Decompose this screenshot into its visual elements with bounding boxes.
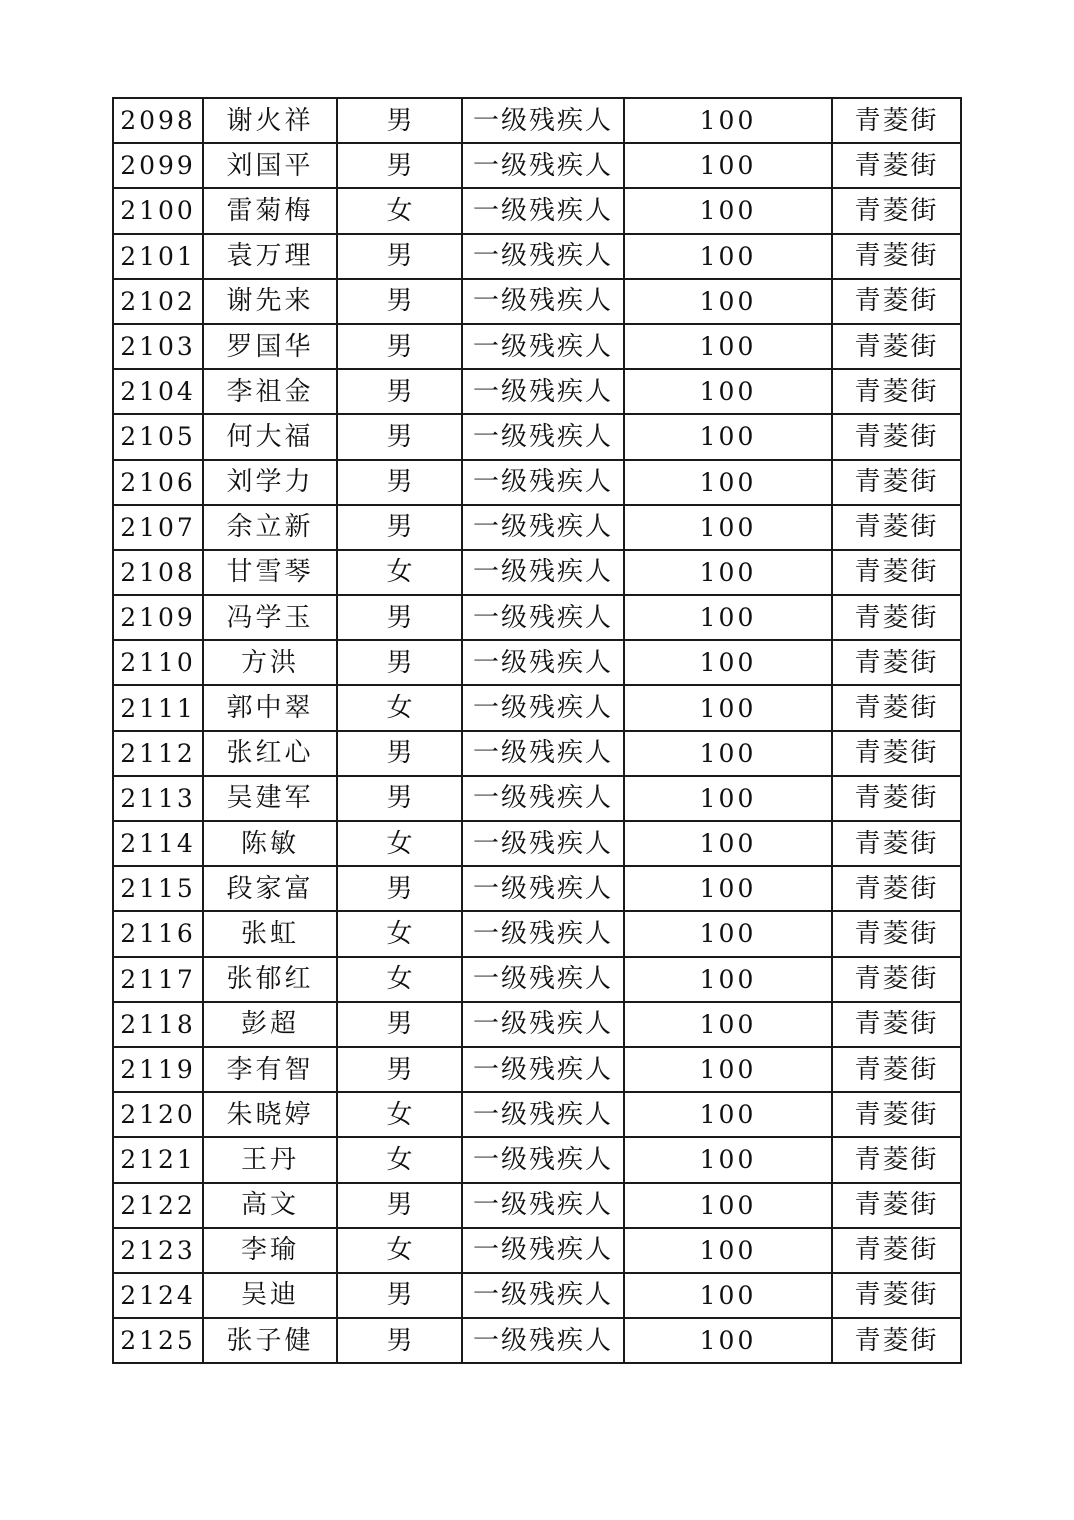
serial-number-cell: 2103 xyxy=(113,324,203,369)
table-row xyxy=(113,1228,961,1273)
disability-level-cell: 一级残疾人 xyxy=(462,1228,624,1273)
gender-cell: 男 xyxy=(337,731,462,776)
serial-number-cell: 2114 xyxy=(113,821,203,866)
serial-number-cell: 2100 xyxy=(113,188,203,233)
disability-level-cell: 一级残疾人 xyxy=(462,369,624,414)
disability-level-cell: 一级残疾人 xyxy=(462,1137,624,1182)
gender-cell: 男 xyxy=(337,460,462,505)
amount-cell: 100 xyxy=(624,1002,832,1047)
street-cell: 青菱街 xyxy=(832,1047,961,1092)
disability-level-cell: 一级残疾人 xyxy=(462,685,624,730)
table-row xyxy=(113,1002,961,1047)
gender-cell: 男 xyxy=(337,1183,462,1228)
table-row xyxy=(113,143,961,188)
gender-cell: 男 xyxy=(337,98,462,143)
disability-level-cell: 一级残疾人 xyxy=(462,505,624,550)
amount-cell: 100 xyxy=(624,460,832,505)
gender-cell: 男 xyxy=(337,1002,462,1047)
street-cell: 青菱街 xyxy=(832,821,961,866)
serial-number-cell: 2110 xyxy=(113,640,203,685)
disability-level-cell: 一级残疾人 xyxy=(462,1092,624,1137)
name-cell: 段家富 xyxy=(203,866,337,911)
gender-cell: 男 xyxy=(337,776,462,821)
amount-cell: 100 xyxy=(624,1273,832,1318)
amount-cell: 100 xyxy=(624,866,832,911)
name-cell: 陈敏 xyxy=(203,821,337,866)
name-cell: 吴建军 xyxy=(203,776,337,821)
gender-cell: 女 xyxy=(337,911,462,956)
name-cell: 袁万理 xyxy=(203,234,337,279)
amount-cell: 100 xyxy=(624,1137,832,1182)
serial-number-cell: 2109 xyxy=(113,595,203,640)
gender-cell: 女 xyxy=(337,1137,462,1182)
disability-level-cell: 一级残疾人 xyxy=(462,1047,624,1092)
gender-cell: 女 xyxy=(337,685,462,730)
gender-cell: 女 xyxy=(337,821,462,866)
name-cell: 朱晓婷 xyxy=(203,1092,337,1137)
name-cell: 李有智 xyxy=(203,1047,337,1092)
disability-level-cell: 一级残疾人 xyxy=(462,821,624,866)
serial-number-cell: 2124 xyxy=(113,1273,203,1318)
name-cell: 冯学玉 xyxy=(203,595,337,640)
serial-number-cell: 2102 xyxy=(113,279,203,324)
name-cell: 李瑜 xyxy=(203,1228,337,1273)
amount-cell: 100 xyxy=(624,279,832,324)
disability-level-cell: 一级残疾人 xyxy=(462,550,624,595)
street-cell: 青菱街 xyxy=(832,324,961,369)
street-cell: 青菱街 xyxy=(832,1273,961,1318)
gender-cell: 女 xyxy=(337,1228,462,1273)
gender-cell: 男 xyxy=(337,595,462,640)
street-cell: 青菱街 xyxy=(832,460,961,505)
street-cell: 青菱街 xyxy=(832,911,961,956)
gender-cell: 男 xyxy=(337,1047,462,1092)
gender-cell: 男 xyxy=(337,234,462,279)
gender-cell: 女 xyxy=(337,1092,462,1137)
street-cell: 青菱街 xyxy=(832,188,961,233)
street-cell: 青菱街 xyxy=(832,866,961,911)
serial-number-cell: 2098 xyxy=(113,98,203,143)
street-cell: 青菱街 xyxy=(832,1092,961,1137)
gender-cell: 女 xyxy=(337,957,462,1002)
gender-cell: 男 xyxy=(337,640,462,685)
amount-cell: 100 xyxy=(624,1183,832,1228)
name-cell: 刘国平 xyxy=(203,143,337,188)
amount-cell: 100 xyxy=(624,1092,832,1137)
table-row xyxy=(113,595,961,640)
serial-number-cell: 2122 xyxy=(113,1183,203,1228)
serial-number-cell: 2111 xyxy=(113,685,203,730)
street-cell: 青菱街 xyxy=(832,685,961,730)
serial-number-cell: 2113 xyxy=(113,776,203,821)
name-cell: 李祖金 xyxy=(203,369,337,414)
disability-level-cell: 一级残疾人 xyxy=(462,640,624,685)
table-row xyxy=(113,550,961,595)
disability-level-cell: 一级残疾人 xyxy=(462,324,624,369)
street-cell: 青菱街 xyxy=(832,505,961,550)
disability-level-cell: 一级残疾人 xyxy=(462,595,624,640)
table-row xyxy=(113,1137,961,1182)
amount-cell: 100 xyxy=(624,1228,832,1273)
serial-number-cell: 2115 xyxy=(113,866,203,911)
amount-cell: 100 xyxy=(624,234,832,279)
table-row xyxy=(113,685,961,730)
serial-number-cell: 2116 xyxy=(113,911,203,956)
street-cell: 青菱街 xyxy=(832,234,961,279)
name-cell: 谢先来 xyxy=(203,279,337,324)
name-cell: 何大福 xyxy=(203,414,337,459)
table-row xyxy=(113,911,961,956)
disability-level-cell: 一级残疾人 xyxy=(462,98,624,143)
gender-cell: 男 xyxy=(337,414,462,459)
name-cell: 雷菊梅 xyxy=(203,188,337,233)
amount-cell: 100 xyxy=(624,324,832,369)
serial-number-cell: 2099 xyxy=(113,143,203,188)
amount-cell: 100 xyxy=(624,821,832,866)
name-cell: 张郁红 xyxy=(203,957,337,1002)
disability-level-cell: 一级残疾人 xyxy=(462,234,624,279)
street-cell: 青菱街 xyxy=(832,731,961,776)
amount-cell: 100 xyxy=(624,640,832,685)
street-cell: 青菱街 xyxy=(832,550,961,595)
gender-cell: 女 xyxy=(337,188,462,233)
street-cell: 青菱街 xyxy=(832,369,961,414)
disability-level-cell: 一级残疾人 xyxy=(462,414,624,459)
street-cell: 青菱街 xyxy=(832,414,961,459)
serial-number-cell: 2120 xyxy=(113,1092,203,1137)
disability-level-cell: 一级残疾人 xyxy=(462,776,624,821)
gender-cell: 男 xyxy=(337,369,462,414)
serial-number-cell: 2118 xyxy=(113,1002,203,1047)
name-cell: 张虹 xyxy=(203,911,337,956)
street-cell: 青菱街 xyxy=(832,1228,961,1273)
table-row xyxy=(113,1273,961,1318)
street-cell: 青菱街 xyxy=(832,1002,961,1047)
name-cell: 彭超 xyxy=(203,1002,337,1047)
table-row xyxy=(113,324,961,369)
table-row xyxy=(113,821,961,866)
name-cell: 郭中翠 xyxy=(203,685,337,730)
amount-cell: 100 xyxy=(624,685,832,730)
table-row xyxy=(113,640,961,685)
street-cell: 青菱街 xyxy=(832,98,961,143)
street-cell: 青菱街 xyxy=(832,640,961,685)
disability-level-cell: 一级残疾人 xyxy=(462,911,624,956)
street-cell: 青菱街 xyxy=(832,143,961,188)
street-cell: 青菱街 xyxy=(832,776,961,821)
gender-cell: 男 xyxy=(337,1273,462,1318)
name-cell: 甘雪琴 xyxy=(203,550,337,595)
disability-level-cell: 一级残疾人 xyxy=(462,1318,624,1363)
serial-number-cell: 2117 xyxy=(113,957,203,1002)
name-cell: 谢火祥 xyxy=(203,98,337,143)
disability-level-cell: 一级残疾人 xyxy=(462,731,624,776)
disability-level-cell: 一级残疾人 xyxy=(462,866,624,911)
table-row xyxy=(113,1183,961,1228)
amount-cell: 100 xyxy=(624,414,832,459)
amount-cell: 100 xyxy=(624,957,832,1002)
amount-cell: 100 xyxy=(624,505,832,550)
gender-cell: 男 xyxy=(337,143,462,188)
amount-cell: 100 xyxy=(624,369,832,414)
name-cell: 余立新 xyxy=(203,505,337,550)
serial-number-cell: 2123 xyxy=(113,1228,203,1273)
serial-number-cell: 2121 xyxy=(113,1137,203,1182)
table-row xyxy=(113,957,961,1002)
name-cell: 刘学力 xyxy=(203,460,337,505)
serial-number-cell: 2119 xyxy=(113,1047,203,1092)
name-cell: 吴迪 xyxy=(203,1273,337,1318)
serial-number-cell: 2112 xyxy=(113,731,203,776)
table-row xyxy=(113,866,961,911)
disability-level-cell: 一级残疾人 xyxy=(462,1002,624,1047)
table-row xyxy=(113,1092,961,1137)
amount-cell: 100 xyxy=(624,143,832,188)
amount-cell: 100 xyxy=(624,550,832,595)
table-row xyxy=(113,234,961,279)
gender-cell: 男 xyxy=(337,324,462,369)
amount-cell: 100 xyxy=(624,911,832,956)
table-row xyxy=(113,188,961,233)
serial-number-cell: 2101 xyxy=(113,234,203,279)
name-cell: 高文 xyxy=(203,1183,337,1228)
gender-cell: 男 xyxy=(337,279,462,324)
table-row xyxy=(113,98,961,143)
table-row xyxy=(113,460,961,505)
name-cell: 方洪 xyxy=(203,640,337,685)
table-row xyxy=(113,1318,961,1363)
amount-cell: 100 xyxy=(624,776,832,821)
table-row xyxy=(113,369,961,414)
street-cell: 青菱街 xyxy=(832,279,961,324)
name-cell: 张子健 xyxy=(203,1318,337,1363)
name-cell: 王丹 xyxy=(203,1137,337,1182)
amount-cell: 100 xyxy=(624,188,832,233)
disability-level-cell: 一级残疾人 xyxy=(462,460,624,505)
gender-cell: 男 xyxy=(337,866,462,911)
amount-cell: 100 xyxy=(624,1318,832,1363)
amount-cell: 100 xyxy=(624,595,832,640)
amount-cell: 100 xyxy=(624,731,832,776)
street-cell: 青菱街 xyxy=(832,1318,961,1363)
street-cell: 青菱街 xyxy=(832,1137,961,1182)
recipient-table xyxy=(112,97,962,1364)
street-cell: 青菱街 xyxy=(832,595,961,640)
name-cell: 张红心 xyxy=(203,731,337,776)
amount-cell: 100 xyxy=(624,98,832,143)
disability-level-cell: 一级残疾人 xyxy=(462,1273,624,1318)
street-cell: 青菱街 xyxy=(832,1183,961,1228)
serial-number-cell: 2107 xyxy=(113,505,203,550)
street-cell: 青菱街 xyxy=(832,957,961,1002)
amount-cell: 100 xyxy=(624,1047,832,1092)
name-cell: 罗国华 xyxy=(203,324,337,369)
disability-level-cell: 一级残疾人 xyxy=(462,188,624,233)
table-row xyxy=(113,414,961,459)
disability-level-cell: 一级残疾人 xyxy=(462,279,624,324)
disability-level-cell: 一级残疾人 xyxy=(462,957,624,1002)
disability-level-cell: 一级残疾人 xyxy=(462,143,624,188)
serial-number-cell: 2105 xyxy=(113,414,203,459)
disability-level-cell: 一级残疾人 xyxy=(462,1183,624,1228)
gender-cell: 男 xyxy=(337,1318,462,1363)
table-row xyxy=(113,505,961,550)
serial-number-cell: 2104 xyxy=(113,369,203,414)
table-row xyxy=(113,1047,961,1092)
table-row xyxy=(113,776,961,821)
serial-number-cell: 2125 xyxy=(113,1318,203,1363)
serial-number-cell: 2108 xyxy=(113,550,203,595)
table-row xyxy=(113,279,961,324)
serial-number-cell: 2106 xyxy=(113,460,203,505)
table-body xyxy=(113,98,961,1363)
gender-cell: 男 xyxy=(337,505,462,550)
gender-cell: 女 xyxy=(337,550,462,595)
table-row xyxy=(113,731,961,776)
